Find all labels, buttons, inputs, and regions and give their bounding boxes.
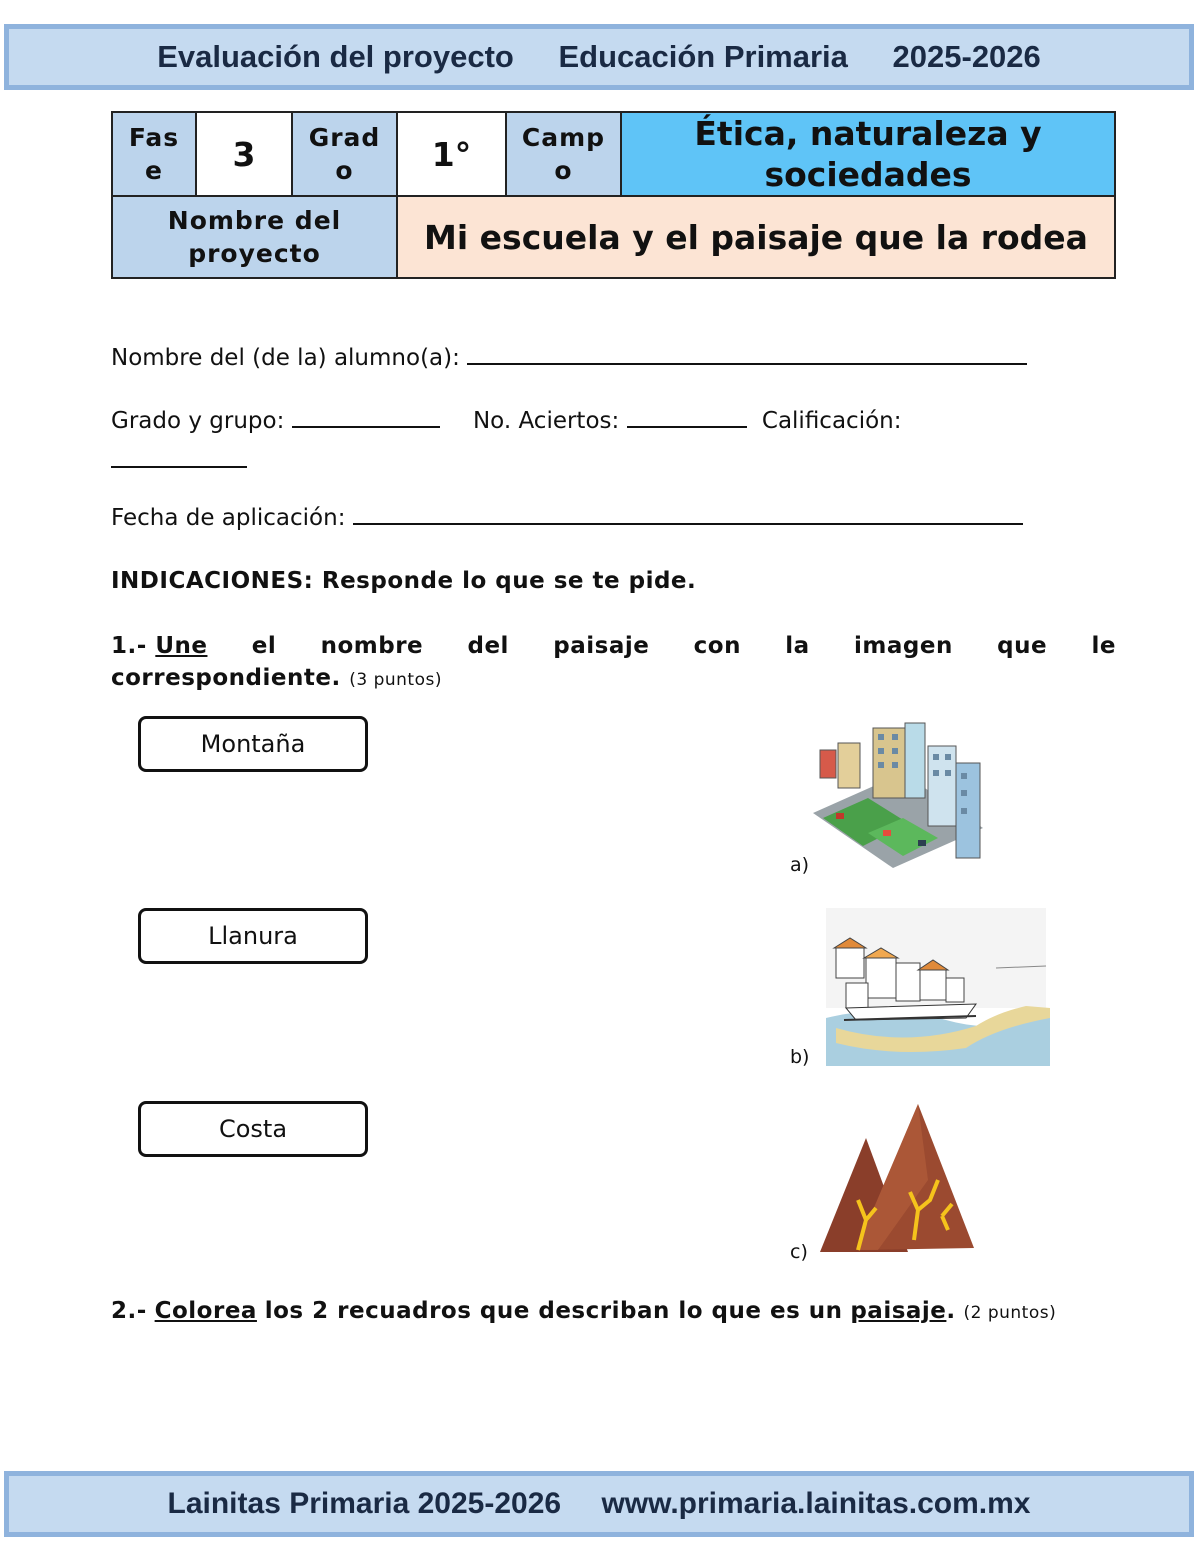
q1-line2: correspondiente. xyxy=(111,665,341,691)
proyecto-label: Nombre del proyecto xyxy=(112,196,397,278)
q2-end: . xyxy=(946,1298,956,1324)
fecha-line xyxy=(111,505,1023,531)
campo-value: Ética, naturaleza y sociedades xyxy=(621,112,1115,196)
image-label-c: c) xyxy=(790,1241,808,1263)
q1-word: nombre xyxy=(320,633,424,659)
option-montana[interactable]: Montaña xyxy=(138,716,368,772)
q2-points: (2 puntos) xyxy=(963,1303,1057,1323)
q1-word: el xyxy=(251,633,277,659)
q1-word: con xyxy=(693,633,741,659)
image-label-a: a) xyxy=(790,854,810,876)
calificacion-label: Calificación: xyxy=(761,408,902,434)
grade-group-label: Grado y grupo: xyxy=(111,408,285,434)
calificacion-blank[interactable] xyxy=(111,440,247,468)
fecha-label: Fecha de aplicación: xyxy=(111,505,346,531)
option-llanura[interactable]: Llanura xyxy=(138,908,368,964)
q2-number: 2.- xyxy=(111,1298,147,1324)
grado-value: 1° xyxy=(397,112,506,196)
proyecto-value: Mi escuela y el paisaje que la rodea xyxy=(397,196,1115,278)
q1-verb: Une xyxy=(155,633,208,659)
mountain-image[interactable] xyxy=(818,1100,978,1258)
header-level: Educación Primaria xyxy=(558,39,848,74)
student-name-line xyxy=(111,345,1027,371)
campo-label: Camp o xyxy=(506,112,621,196)
question-1 xyxy=(111,630,1116,696)
fase-value: 3 xyxy=(196,112,292,196)
student-name-label: Nombre del (de la) alumno(a): xyxy=(111,345,460,371)
image-label-b: b) xyxy=(790,1046,810,1068)
coast-image[interactable] xyxy=(826,908,1050,1066)
grade-group-blank[interactable] xyxy=(292,426,440,428)
q1-number: 1.- xyxy=(111,633,147,659)
header-banner xyxy=(4,24,1194,90)
fecha-blank[interactable] xyxy=(353,523,1023,525)
project-info-table xyxy=(111,111,1116,279)
grado-label: Grad o xyxy=(292,112,397,196)
grade-line xyxy=(111,408,902,434)
fase-label: Fas e xyxy=(112,112,196,196)
footer-url[interactable]: www.primaria.lainitas.com.mx xyxy=(601,1487,1031,1520)
calificacion-line xyxy=(111,440,247,474)
instructions: INDICACIONES: Responde lo que se te pide. xyxy=(111,568,697,594)
aciertos-label: No. Aciertos: xyxy=(472,408,620,434)
q1-word: la xyxy=(785,633,810,659)
q2-verb: Colorea xyxy=(154,1298,257,1324)
q1-word: imagen xyxy=(854,633,953,659)
footer-banner xyxy=(4,1471,1194,1537)
header-title: Evaluación del proyecto xyxy=(157,39,514,74)
question-1-line2 xyxy=(111,662,1116,696)
city-image[interactable] xyxy=(808,718,990,874)
footer-site-name: Lainitas Primaria 2025-2026 xyxy=(167,1487,562,1520)
q1-number-verb xyxy=(111,630,207,662)
option-costa[interactable]: Costa xyxy=(138,1101,368,1157)
q2-keyword: paisaje xyxy=(850,1298,947,1324)
aciertos-blank[interactable] xyxy=(627,426,747,428)
q1-word: paisaje xyxy=(553,633,650,659)
student-name-blank[interactable] xyxy=(467,363,1027,365)
question-1-line1 xyxy=(111,630,1116,662)
question-2 xyxy=(111,1296,1116,1328)
q2-text: los 2 recuadros que describan lo que es un xyxy=(264,1298,843,1324)
q1-word: que xyxy=(997,633,1048,659)
header-year: 2025-2026 xyxy=(892,39,1041,74)
q1-word: le xyxy=(1091,633,1116,659)
q1-points: (3 puntos) xyxy=(349,670,442,690)
q1-word: del xyxy=(467,633,509,659)
